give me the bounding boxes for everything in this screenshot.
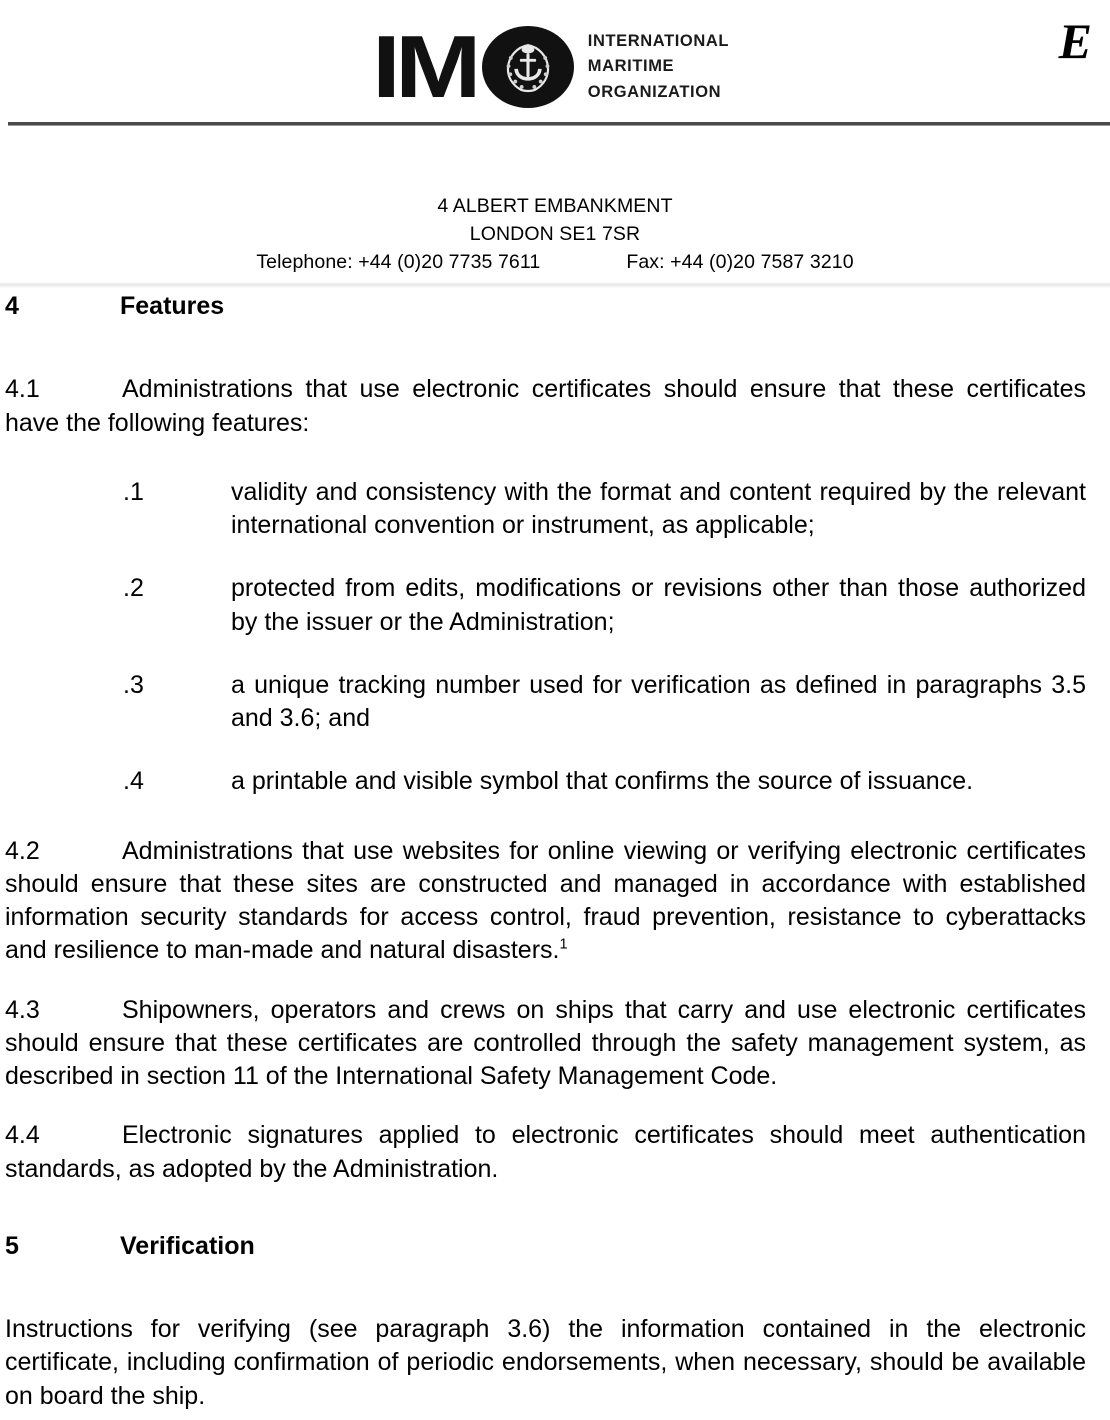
paragraph-number-4-2: 4.2 <box>5 836 40 865</box>
imo-logo-o-ring <box>482 26 574 108</box>
spacer <box>5 735 1086 765</box>
section-number-4: 4 <box>5 292 19 320</box>
paragraph-4-4-text: Electronic signatures applied to electronic certificates should meet authentication standards, as adopted by the Administration. <box>5 1121 1086 1183</box>
organization-line-1: INTERNATIONAL <box>587 31 730 50</box>
spacer <box>5 329 1086 373</box>
list-item-text-4: a printable and visible symbol that confirms the source of issuance. <box>231 767 974 796</box>
contact-line <box>0 248 1110 276</box>
imo-logo <box>372 16 730 116</box>
paragraph-4-2-text: Administrations that use websites for online viewing or verifying electronic certificates should ensure that these sites are constructed and managed in accordance with established information security standards for access control, fraud prevention, resistance to cyberattacks and resilience to man-made and natural disasters. <box>5 836 1086 965</box>
list-item <box>5 765 1086 798</box>
document-language-symbol: E <box>1058 13 1092 69</box>
organization-line-2: MARITIME <box>587 57 675 76</box>
address-line-1: 4 ALBERT EMBANKMENT <box>437 195 673 217</box>
list-item <box>5 476 1086 543</box>
spacer <box>5 440 1086 476</box>
section-heading-verification <box>5 1230 1086 1263</box>
list-item-text-2: protected from edits, modifications or revisions other than those authorized by the issuer or the Administration; <box>231 574 1086 636</box>
spacer <box>5 1093 1086 1119</box>
organization-line-3: ORGANIZATION <box>587 82 722 101</box>
list-item-marker-4: .4 <box>123 767 144 796</box>
section-heading-features <box>5 290 1086 323</box>
paragraph-4-1 <box>5 373 1086 440</box>
paragraph-4-3 <box>5 994 1086 1094</box>
spacer <box>5 968 1086 994</box>
paragraph-4-1-text: Administrations that use electronic certificates should ensure that these certificates have the following features: <box>5 375 1086 437</box>
fax-text: Fax: +44 (0)20 7587 3210 <box>626 251 854 274</box>
spacer <box>5 1186 1086 1230</box>
footnote-reference-1: 1 <box>559 936 568 953</box>
spacer <box>5 799 1086 835</box>
address-line-2: LONDON SE1 7SR <box>469 223 641 246</box>
list-item-marker-2: .2 <box>123 574 144 603</box>
paragraph-verification: Instructions for verifying (see paragraph 3.6) the information contained in the electronic certificate, including confirmation of periodic endorsements, when necessary, should be available on board the ship. <box>5 1315 1086 1410</box>
imo-logo-letters: IM <box>372 16 476 116</box>
section-title-features: Features <box>120 292 225 320</box>
spacer <box>5 542 1086 572</box>
letterhead <box>0 0 1110 126</box>
list-item <box>5 572 1086 639</box>
document-body <box>0 290 1110 1413</box>
section-title-verification: Verification <box>120 1231 255 1260</box>
list-item <box>5 669 1086 736</box>
imo-wreath-anchor-emblem-icon <box>499 38 557 96</box>
paragraph-number-4-4: 4.4 <box>5 1121 40 1150</box>
page-seam <box>0 282 1110 288</box>
paragraph-number-4-3: 4.3 <box>5 995 40 1024</box>
paragraph-number-4-1: 4.1 <box>5 375 40 404</box>
address-block <box>0 192 1110 276</box>
paragraph-4-2 <box>5 835 1086 968</box>
list-item-marker-3: .3 <box>123 670 144 699</box>
list-item-marker-1: .1 <box>123 477 144 506</box>
paragraph-4-3-text: Shipowners, operators and crews on ships that carry and use electronic certificates should ensure that these certificates are controlled through the safety management system, as described in section 11 of the International Safety Management Code. <box>5 995 1086 1090</box>
organization-name <box>588 29 729 106</box>
paragraph-4-4 <box>5 1119 1086 1186</box>
list-item-text-3: a unique tracking number used for verification as defined in paragraphs 3.5 and 3.6; and <box>231 670 1086 732</box>
header-rule <box>8 122 1110 125</box>
list-item-text-1: validity and consistency with the format and content required by the relevant international convention or instrument, as applicable; <box>231 477 1086 539</box>
spacer <box>5 1269 1086 1313</box>
telephone-text: Telephone: +44 (0)20 7735 7611 <box>256 251 541 274</box>
imo-logo-mark <box>372 16 574 116</box>
section-number-5: 5 <box>5 1231 19 1260</box>
spacer <box>5 639 1086 669</box>
